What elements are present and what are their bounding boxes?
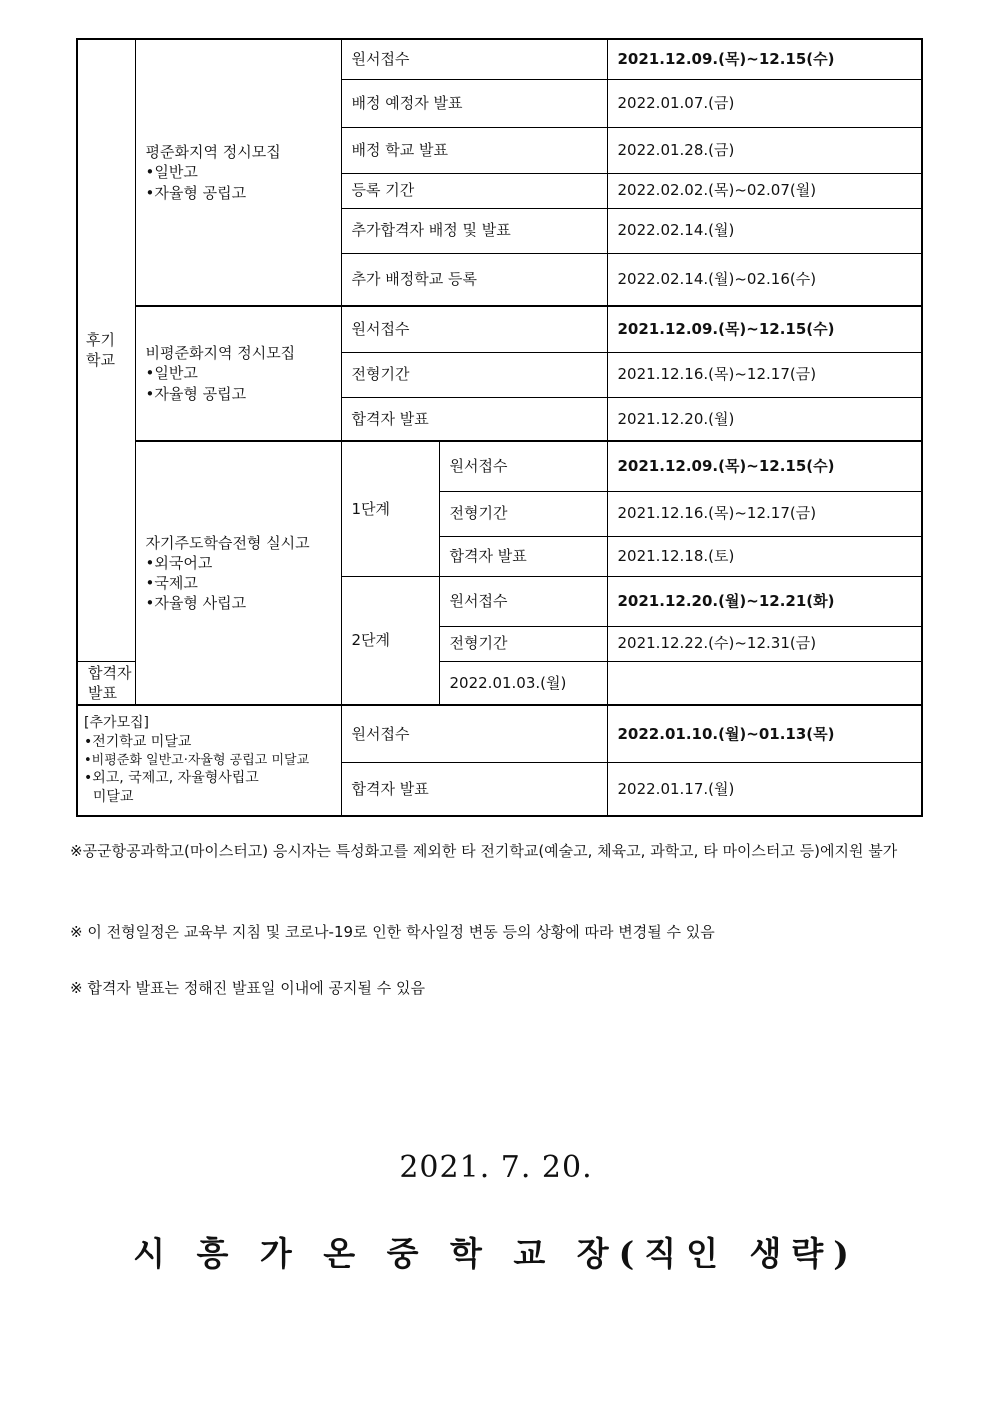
row-date: 2021.12.20.(월) bbox=[607, 397, 922, 441]
extra-title: [추가모집] bbox=[84, 714, 150, 731]
row-date: 2022.01.17.(월) bbox=[607, 762, 922, 816]
row-date: 2021.12.16.(목)~12.17(금) bbox=[607, 352, 922, 397]
group3-item: •외국어고 bbox=[145, 553, 213, 572]
row-date: 2022.01.28.(금) bbox=[607, 127, 922, 173]
group2-title: 비평준화지역 정시모집 bbox=[145, 344, 296, 363]
category-line: 후기 bbox=[86, 331, 115, 349]
row-label: 원서접수 bbox=[341, 705, 607, 762]
row-label: 등록 기간 bbox=[341, 173, 607, 208]
row-label: 배정 예정자 발표 bbox=[341, 79, 607, 127]
group3-item: •국제고 bbox=[145, 574, 198, 592]
group3-title: 자기주도학습전형 실시고 bbox=[145, 533, 310, 552]
row-date: 2021.12.20.(월)~12.21(화) bbox=[607, 576, 922, 626]
group2-cell bbox=[135, 306, 341, 441]
category-line: 학교 bbox=[86, 351, 115, 370]
row-label: 배정 학교 발표 bbox=[341, 127, 607, 173]
row-date: 2022.02.02.(목)~02.07(월) bbox=[607, 173, 922, 208]
row-label: 추가합격자 배정 및 발표 bbox=[341, 208, 607, 253]
row-label: 원서접수 bbox=[439, 441, 607, 491]
note-3: ※ 합격자 발표는 정해진 발표일 이내에 공지될 수 있음 bbox=[70, 979, 426, 997]
row-date: 2022.01.10.(월)~01.13(목) bbox=[607, 705, 922, 762]
note-2: ※ 이 전형일정은 교육부 지침 및 코로나-19로 인한 학사일정 변동 등의 상황에 따라 변경될 수 있음 bbox=[70, 923, 715, 941]
row-date: 2022.01.07.(금) bbox=[607, 79, 922, 127]
group3-cell bbox=[135, 441, 341, 705]
row-date: 2021.12.09.(목)~12.15(수) bbox=[607, 441, 922, 491]
row-label: 합격자 발표 bbox=[77, 661, 135, 705]
row-label: 전형기간 bbox=[439, 626, 607, 661]
row-date: 2021.12.22.(수)~12.31(금) bbox=[607, 626, 922, 661]
group1-cell bbox=[135, 39, 341, 306]
group2-item: •일반고 bbox=[145, 364, 198, 383]
row-label: 전형기간 bbox=[341, 352, 607, 397]
stage1-label: 1단계 bbox=[341, 441, 439, 576]
document-date: 2021. 7. 20. bbox=[399, 1150, 593, 1185]
note-1: ※공군항공과학고(마이스터고) 응시자는 특성화고를 제외한 타 전기학교(예술고, 체육고, 과학고, 타 마이스터고 등)에지원 불가 bbox=[70, 842, 898, 860]
row-date: 2022.02.14.(월)~02.16(수) bbox=[607, 253, 922, 306]
schedule-table bbox=[76, 38, 923, 817]
row-label: 합격자 발표 bbox=[341, 762, 607, 816]
row-date: 2022.02.14.(월) bbox=[607, 208, 922, 253]
row-date: 2021.12.09.(목)~12.15(수) bbox=[607, 306, 922, 352]
extra-item: •비평준화 일반고·자율형 공립고 미달교 bbox=[84, 752, 310, 768]
stage2-label: 2단계 bbox=[341, 576, 439, 705]
extra-item: •전기학교 미달교 bbox=[84, 733, 192, 750]
row-date: 2021.12.09.(목)~12.15(수) bbox=[607, 39, 922, 79]
row-label: 합격자 발표 bbox=[439, 536, 607, 576]
row-label: 원서접수 bbox=[341, 39, 607, 79]
extra-item: 미달교 bbox=[84, 789, 134, 806]
row-date: 2021.12.16.(목)~12.17(금) bbox=[607, 491, 922, 536]
row-label: 원서접수 bbox=[341, 306, 607, 352]
row-label: 합격자 발표 bbox=[341, 397, 607, 441]
extra-item: •외고, 국제고, 자율형사립고 bbox=[84, 770, 259, 787]
group2-item: •자율형 공립고 bbox=[145, 384, 247, 403]
group1-item: •자율형 공립고 bbox=[145, 183, 247, 202]
group3-item: •자율형 사립고 bbox=[145, 594, 247, 613]
signature-line: 시 흥 가 온 중 학 교 장(직인 생략) bbox=[133, 1234, 859, 1273]
category-cell bbox=[77, 39, 135, 661]
group1-title: 평준화지역 정시모집 bbox=[145, 143, 281, 162]
extra-cell bbox=[77, 705, 341, 816]
row-label: 추가 배정학교 등록 bbox=[341, 253, 607, 306]
row-label: 원서접수 bbox=[439, 576, 607, 626]
row-date: 2021.12.18.(토) bbox=[607, 536, 922, 576]
row-label: 전형기간 bbox=[439, 491, 607, 536]
group1-item: •일반고 bbox=[145, 163, 198, 182]
row-date: 2022.01.03.(월) bbox=[439, 661, 607, 705]
